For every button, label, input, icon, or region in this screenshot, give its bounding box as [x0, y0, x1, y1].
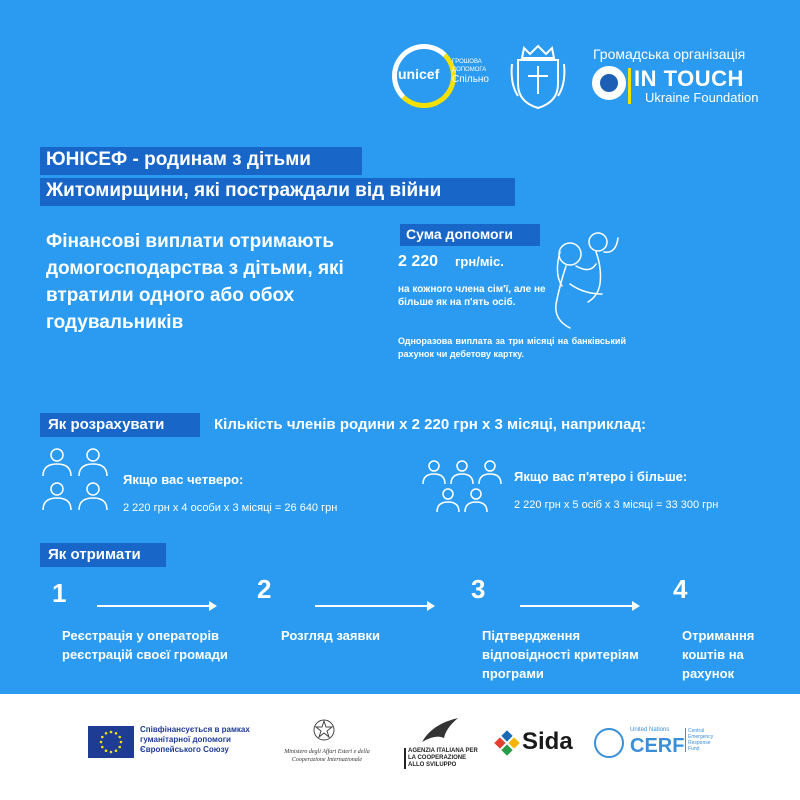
unicef-program-small: ГРОШОВА ДОПОМОГА [452, 59, 487, 73]
ngo-name: IN TOUCH [634, 66, 744, 91]
step-2-text: Розгляд заявки [281, 628, 380, 643]
five-people-icon [420, 455, 505, 525]
sida-wordmark: Sida [522, 728, 573, 755]
unicef-program-label [452, 58, 492, 86]
cerf-fullname: Central Emergency Response Fund [685, 728, 715, 752]
unicef-program-big: Спільно [452, 74, 489, 85]
aid-once-note: Одноразова виплата за три місяці на банківський рахунок чи дебетову картку. [398, 336, 626, 359]
ngo-badge-icon [592, 66, 626, 100]
ngo-divider [628, 68, 631, 104]
step-4-number: 4 [673, 574, 688, 604]
unicef-wordmark: unicef [398, 66, 440, 82]
arrow-right-icon [97, 605, 215, 607]
arrow-right-icon [520, 605, 638, 607]
step-3-number: 3 [471, 574, 486, 604]
four-people-icon [40, 448, 110, 518]
ngo-caption: Громадська організація [593, 46, 746, 62]
example-2-calc: 2 220 грн х 5 осіб х 3 місяці = 33 300 грн [514, 499, 719, 511]
step-1-number: 1 [52, 578, 67, 608]
cerf-wordmark: CERF [630, 735, 685, 757]
example-2-title: Якщо вас п'ятеро і більше: [514, 469, 688, 484]
step-4-text: Отримання коштів на рахунок [682, 628, 755, 681]
eu-flag-icon [88, 726, 134, 758]
step-3-text: Підтвердження відповідності критеріям програми [482, 628, 639, 681]
zhytomyr-crest-icon [510, 44, 566, 110]
eu-funding-text: Співфінансується в рамках гуманітарної допомоги Європейського Союзу [140, 725, 250, 754]
main-statement: Фінансові виплати отримають домогосподарства з дітьми, які втратили одного або обох годувальників [46, 231, 344, 333]
example-1-calc: 2 220 грн х 4 особи х 3 місяці = 26 640 грн [123, 502, 338, 514]
title-line-1: ЮНІСЕФ - родинам з дітьми [40, 147, 362, 175]
step-2-number: 2 [257, 574, 272, 604]
un-emblem-icon [594, 728, 624, 758]
example-1-title: Якщо вас четверо: [123, 472, 244, 487]
step-1-text: Реєстрація у операторів реєстрацій своєї громади [62, 628, 228, 662]
aid-unit: грн/міс. [455, 254, 504, 269]
title-line-2: Житомирщини, які постраждали від війни [40, 178, 515, 206]
aid-note: на кожного члена сім'ї, але не більше як на п'ять осіб. [398, 284, 546, 308]
arrow-right-icon [315, 605, 433, 607]
cerf-un-label: United Nations [630, 727, 670, 733]
get-tag: Як отримати [40, 543, 166, 567]
sida-mark-icon [494, 730, 520, 756]
italy-ministry-text: Ministero degli Affari Esteri e della Cooperazione Internazionale [284, 749, 370, 763]
aics-text: AGENZIA ITALIANA PER LA COOPERAZIONE ALLO SVILUPPO [404, 748, 480, 769]
italy-emblem-icon [312, 718, 336, 742]
ngo-subtitle: Ukraine Foundation [645, 90, 759, 105]
dove-icon [418, 714, 464, 746]
unicef-logo [392, 44, 502, 114]
calc-formula: Кількість членів родини х 2 220 грн х 3 місяці, наприклад: [214, 416, 647, 433]
mother-child-icon [540, 224, 630, 334]
aid-label: Сума допомоги [400, 224, 540, 246]
calc-tag: Як розрахувати [40, 413, 200, 437]
aid-amount: 2 220 [398, 253, 439, 270]
